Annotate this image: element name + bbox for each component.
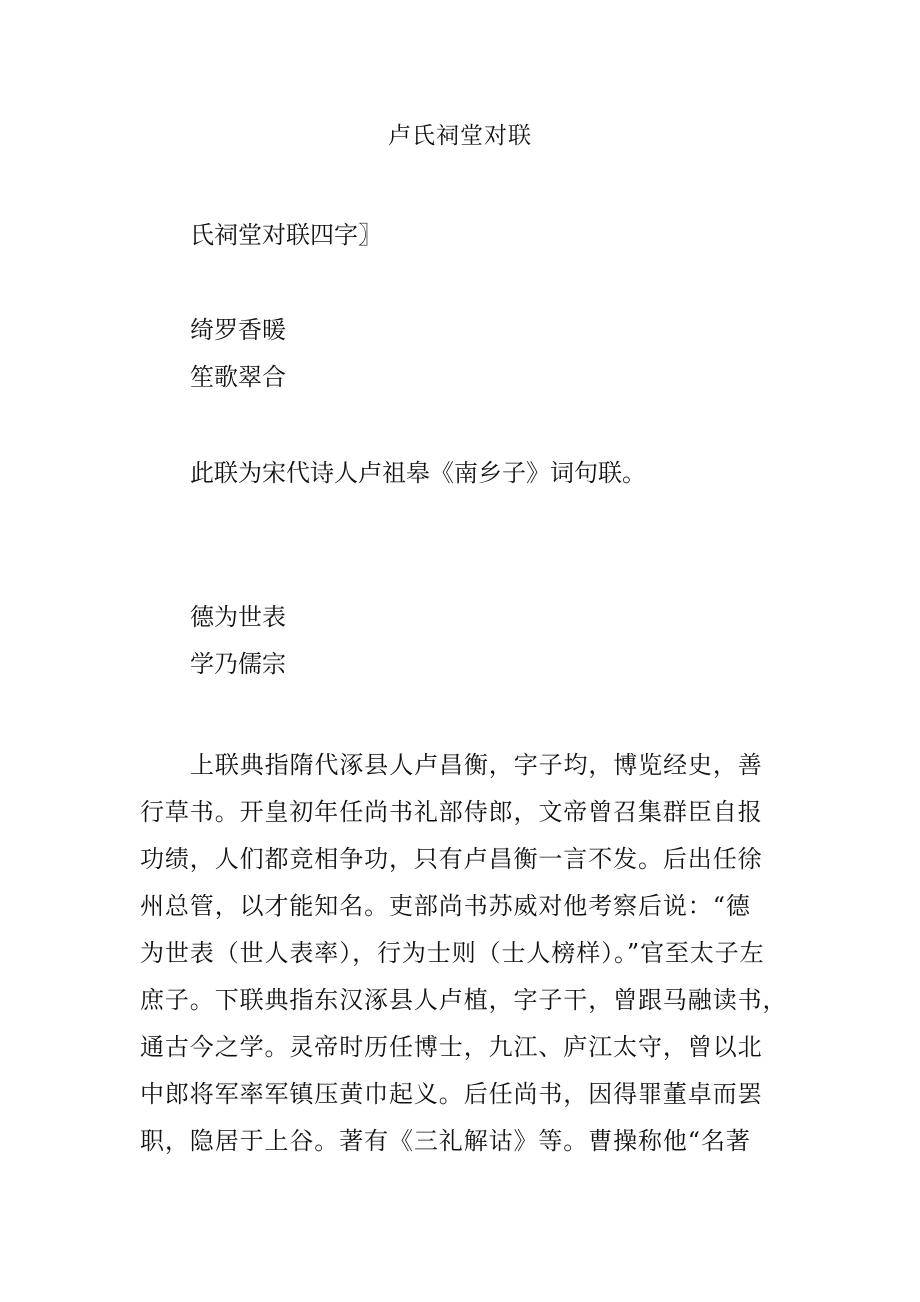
body-line: 行草书。开皇初年任尚书礼部侍郎，文帝曾召集群臣自报 — [140, 798, 763, 826]
couplet1-line1: 绮罗香暖 — [190, 316, 286, 344]
document-title: 卢氏祠堂对联 — [388, 123, 532, 149]
body-line: 为世表（世人表率），行为士则（士人榜样）。”官至太子左 — [140, 939, 765, 967]
couplet2-line1: 德为世表 — [190, 603, 286, 631]
body-line: 功绩，人们都竞相争功，只有卢昌衡一言不发。后出任徐 — [140, 845, 763, 873]
section-heading: 氏祠堂对联四字〗 — [190, 221, 382, 249]
couplet2-line2: 学乃儒宗 — [190, 650, 286, 678]
body-line: 上联典指隋代涿县人卢昌衡，字子均，博览经史，善 — [190, 751, 763, 779]
couplet1-note: 此联为宋代诗人卢祖皋《南乡子》词句联。 — [190, 459, 646, 487]
body-line: 庶子。下联典指东汉涿县人卢植，字子干，曾跟马融读书， — [140, 986, 788, 1014]
body-paragraph — [140, 742, 788, 1165]
body-line: 中郎将军率军镇压黄巾起义。后任尚书，因得罪董卓而罢 — [140, 1080, 763, 1108]
couplet1-line2: 笙歌翠合 — [190, 363, 286, 391]
body-line: 职，隐居于上谷。著有《三礼解诂》等。曹操称他“名著 — [140, 1127, 751, 1155]
body-line: 州总管，以才能知名。吏部尚书苏威对他考察后说：“德 — [140, 892, 751, 920]
body-line: 通古今之学。灵帝时历任博士，九江、庐江太守，曾以北 — [140, 1033, 763, 1061]
